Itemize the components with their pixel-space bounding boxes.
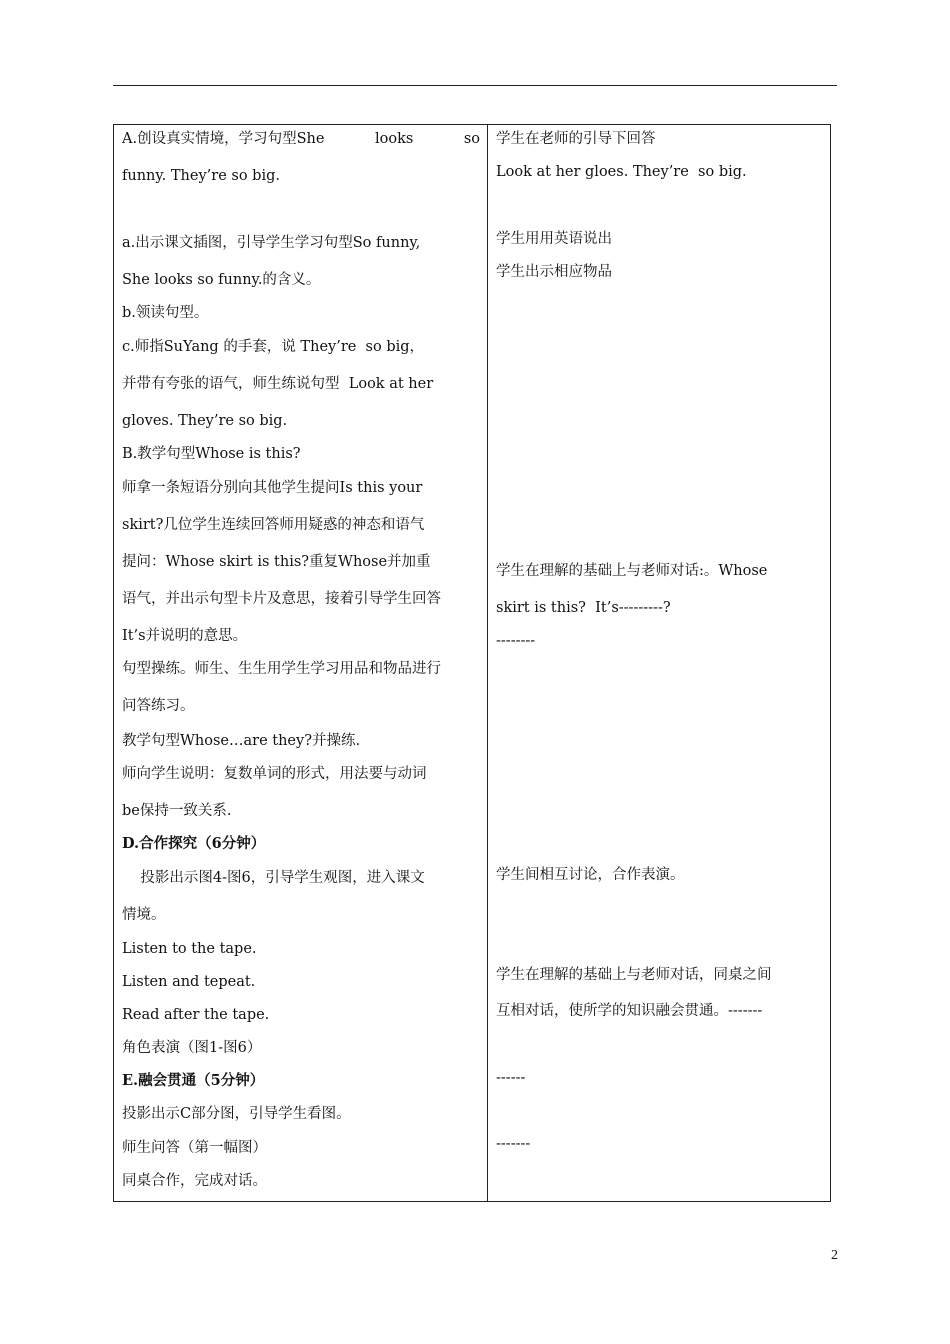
left-line-24: Listen and tepeat.	[122, 974, 256, 990]
right-line-3: 学生用用英语说出	[496, 231, 612, 247]
right-line-8: 学生间相互讨论，合作表演。	[496, 867, 685, 883]
right-line-2: Look at her gloes. They’re so big.	[496, 164, 747, 180]
left-line-14: It’s并说明的意思。	[122, 628, 248, 644]
left-line-9: B.教学句型Whose is this?	[122, 446, 301, 462]
left-line-3: a.出示课文插图，引导学生学习句型So funny,	[122, 235, 421, 251]
left-line-26: 角色表演（图1-图6）	[122, 1040, 262, 1056]
left-line-15: 句型操练。师生、生生用学生学习用品和物品进行	[122, 661, 441, 677]
column-divider	[487, 125, 488, 1201]
left-line-17: 教学句型Whose…are they?并操练.	[122, 733, 361, 749]
right-line-5: 学生在理解的基础上与老师对话:。Whose	[496, 563, 768, 579]
left-line-13: 语气，并出示句型卡片及意思，接着引导学生回答	[122, 591, 441, 607]
page-number: 2	[831, 1248, 838, 1263]
header-rule	[113, 85, 837, 86]
right-line-12: -------	[496, 1136, 531, 1152]
right-line-7: --------	[496, 633, 536, 649]
left-line-28: 投影出示C部分图，引导学生看图。	[122, 1106, 351, 1122]
left-line-11: skirt?几位学生连续回答师用疑惑的神态和语气	[122, 517, 425, 533]
left-line-10: 师拿一条短语分别向其他学生提问Is this your	[122, 480, 423, 496]
left-line-12: 提问：Whose skirt is this?重复Whose并加重	[122, 554, 431, 570]
right-line-6: skirt is this? It’s---------?	[496, 600, 671, 616]
left-line-7: 并带有夸张的语气，师生练说句型 Look at her	[122, 376, 434, 392]
section-d-heading: D.合作探究（6分钟）	[122, 835, 266, 852]
left-line-29: 师生问答（第一幅图）	[122, 1140, 267, 1156]
left-line-18: 师向学生说明：复数单词的形式，用法要与动词	[122, 766, 427, 782]
right-line-4: 学生出示相应物品	[496, 264, 612, 280]
left-line-21: 投影出示图4-图6，引导学生观图，进入课文	[122, 870, 425, 886]
left-line-6: c.师指SuYang 的手套，说 They’re so big，	[122, 339, 425, 355]
right-line-10: 互相对话，使所学的知识融会贯通。-------	[496, 1003, 763, 1019]
right-line-9: 学生在理解的基础上与老师对话，同桌之间	[496, 967, 772, 983]
lesson-table	[113, 124, 831, 1202]
left-line-2: funny. They’re so big.	[122, 168, 280, 184]
left-line-30: 同桌合作，完成对话。	[122, 1173, 267, 1189]
left-line-4: She looks so funny.的含义。	[122, 272, 321, 288]
right-line-1: 学生在老师的引导下回答	[496, 131, 656, 147]
left-line-22: 情境。	[122, 907, 166, 923]
right-line-11: ------	[496, 1070, 526, 1086]
left-line-1: A.创设真实情境，学习句型She looks so	[122, 131, 480, 147]
left-line-5: b.领读句型。	[122, 305, 209, 321]
left-line-8: gloves. They’re so big.	[122, 413, 288, 429]
left-line-25: Read after the tape.	[122, 1007, 270, 1023]
left-line-23: Listen to the tape.	[122, 941, 257, 957]
left-line-19: be保持一致关系.	[122, 803, 232, 819]
left-line-16: 问答练习。	[122, 698, 195, 714]
section-e-heading: E.融会贯通（5分钟）	[122, 1072, 265, 1089]
